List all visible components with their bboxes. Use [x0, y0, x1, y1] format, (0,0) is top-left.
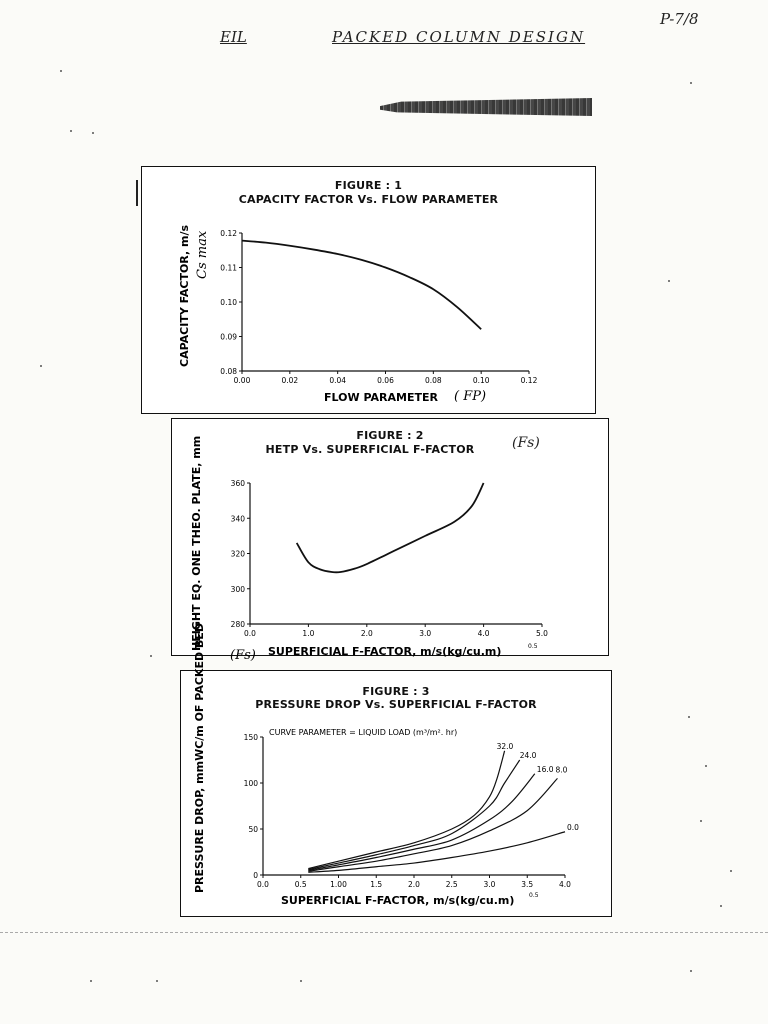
- fig3-x-tick-label: 0.0: [257, 880, 269, 889]
- figure-2-chart: [172, 419, 608, 663]
- figure-2-title-note: (Fs): [512, 435, 540, 451]
- fig3-x-tick-label: 1.00: [330, 880, 347, 889]
- fig2-x-tick-label: 4.0: [477, 629, 490, 638]
- scan-line: [0, 932, 768, 933]
- fig1-y-tick-label: 0.11: [220, 263, 237, 273]
- fig3-y-tick-label: 100: [243, 779, 258, 788]
- figure-3-label: FIGURE : 3: [362, 685, 430, 698]
- scan-speck: [60, 70, 62, 72]
- figure-1-label: FIGURE : 1: [334, 179, 403, 192]
- fig1-x-tick-label: 0.12: [520, 376, 538, 385]
- fig2-x-tick-label: 1.0: [302, 629, 315, 638]
- fig1-x-tick-label: 0.06: [377, 376, 394, 385]
- fig2-y-tick-label: 340: [230, 514, 245, 524]
- scan-speck: [40, 365, 42, 367]
- fig1-x-axis-label: FLOW PARAMETER: [324, 391, 438, 404]
- page-title: PACKED COLUMN DESIGN: [332, 28, 586, 46]
- scan-speck: [70, 130, 72, 132]
- fig3-series-line-2: [308, 760, 519, 869]
- scan-speck: [92, 132, 94, 134]
- fig2-x-axis-note: (Fs): [230, 648, 256, 663]
- fig3-y-tick-label: 0: [253, 871, 258, 880]
- scan-speck: [300, 980, 302, 982]
- header-left-note: EIL: [220, 28, 247, 46]
- fig3-x-tick-label: 2.0: [408, 880, 420, 889]
- fig2-x-tick-label: 2.0: [360, 629, 373, 638]
- figure-2-label: FIGURE : 2: [356, 429, 424, 442]
- scan-smudge: [380, 98, 592, 116]
- fig3-series-line-3: [308, 774, 535, 871]
- figure-1-panel: [141, 166, 596, 414]
- fig2-x-tick-label: 5.0: [536, 629, 548, 638]
- scan-speck: [690, 82, 692, 84]
- figure-1-chart: [142, 167, 595, 413]
- fig3-x-axis-unit: 0.5: [529, 892, 539, 899]
- scan-speck: [690, 970, 692, 972]
- fig1-y-tick-label: 0.08: [220, 367, 237, 376]
- fig1-y-tick-label: 0.10: [220, 298, 237, 307]
- figure-2-title: HETP Vs. SUPERFICIAL F-FACTOR: [265, 443, 475, 456]
- scan-speck: [720, 905, 722, 907]
- fig1-x-tick-label: 0.02: [281, 376, 299, 385]
- scan-speck: [688, 716, 690, 718]
- fig3-y-axis-label: PRESSURE DROP, mmWC/m OF PACKED BED: [193, 623, 206, 893]
- fig1-x-tick-label: 0.08: [424, 376, 442, 385]
- fig2-y-tick-label: 360: [230, 479, 245, 488]
- fig1-x-tick-label: 0.04: [329, 376, 347, 385]
- fig1-x-tick-label: 0.00: [233, 376, 251, 385]
- fig3-series-label-3: 16.0: [536, 764, 554, 774]
- fig3-curve-parameter-note: CURVE PARAMETER = LIQUID LOAD (m³/m². hr): [269, 728, 458, 737]
- scan-speck: [156, 980, 158, 982]
- page-reference: P-7/8: [660, 10, 699, 28]
- fig2-y-tick-label: 320: [230, 549, 245, 559]
- fig3-y-tick-label: 150: [243, 733, 258, 742]
- scan-speck: [705, 765, 707, 767]
- fig1-y-tick-label: 0.12: [220, 229, 237, 238]
- figure-2-panel: [171, 418, 609, 663]
- fig3-y-tick-label: 50: [248, 825, 258, 834]
- fig3-x-tick-label: 3.5: [521, 880, 534, 889]
- fig2-series-line-1: [297, 483, 484, 572]
- figure-1-title: CAPACITY FACTOR Vs. FLOW PARAMETER: [238, 193, 499, 206]
- figure-3-title: PRESSURE DROP Vs. SUPERFICIAL F-FACTOR: [255, 698, 537, 711]
- fig3-x-tick-label: 1.5: [370, 880, 383, 889]
- fig1-y-axis-label: CAPACITY FACTOR, m/s: [178, 224, 191, 367]
- fig3-series-line-5: [308, 832, 565, 872]
- fig2-x-axis-unit: 0.5: [528, 643, 538, 650]
- fig2-y-axis-label: HEIGHT EQ. ONE THEO. PLATE, mm: [190, 435, 203, 651]
- fig1-x-tick-label: 0.10: [472, 376, 490, 385]
- fig3-x-axis-label: SUPERFICIAL F-FACTOR, m/s(kg/cu.m): [281, 894, 515, 907]
- scan-speck: [668, 280, 670, 282]
- fig2-x-tick-label: 0.0: [244, 629, 256, 638]
- fig3-series-label-1: 32.0: [496, 741, 514, 751]
- margin-mark: [136, 180, 138, 206]
- fig2-y-tick-label: 300: [230, 584, 245, 594]
- fig1-x-axis-note: ( FP): [454, 389, 487, 404]
- fig3-x-tick-label: 2.5: [445, 880, 458, 889]
- scan-speck: [150, 655, 152, 657]
- fig2-x-axis-label: SUPERFICIAL F-FACTOR, m/s(kg/cu.m): [268, 645, 502, 658]
- fig3-x-tick-label: 4.0: [559, 880, 571, 889]
- fig1-y-axis-note: Cs max: [195, 230, 210, 279]
- fig1-series-line-1: [242, 241, 481, 330]
- fig3-series-label-5: 0.0: [567, 822, 579, 832]
- fig2-y-tick-label: 280: [230, 620, 245, 629]
- fig2-x-tick-label: 3.0: [419, 629, 432, 638]
- fig3-x-tick-label: 0.5: [294, 880, 307, 889]
- scan-speck: [90, 980, 92, 982]
- fig1-y-tick-label: 0.09: [220, 332, 237, 342]
- scan-speck: [730, 870, 732, 872]
- fig3-series-label-4: 8.0: [555, 765, 568, 775]
- fig3-series-label-2: 24.0: [519, 751, 537, 760]
- fig3-x-tick-label: 3.0: [483, 880, 496, 889]
- scan-speck: [700, 820, 702, 822]
